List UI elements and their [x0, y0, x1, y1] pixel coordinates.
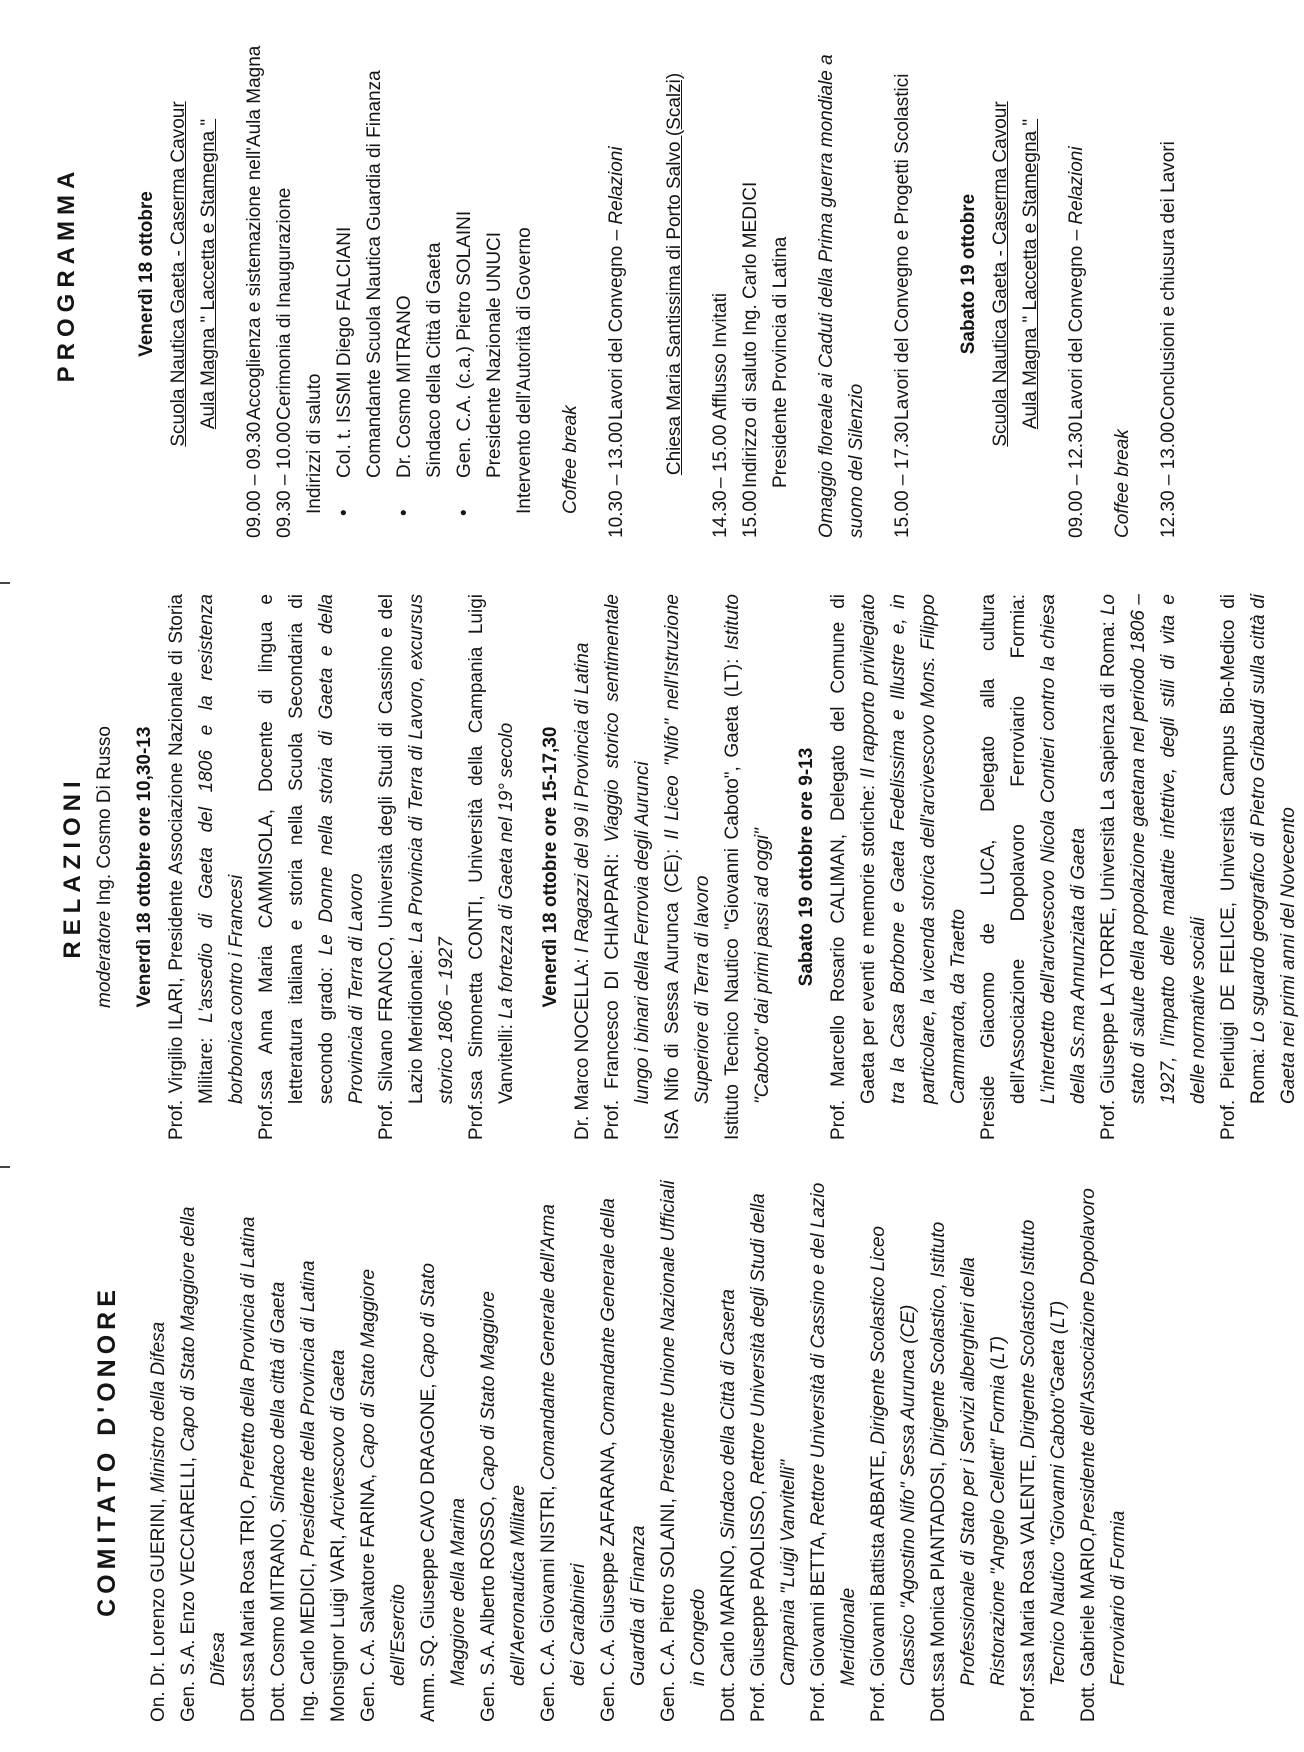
coffee-break: Coffee break — [560, 405, 581, 514]
session-heading: Venerdì 18 ottobre ore 15-17,30 — [540, 726, 561, 1008]
intervento-line: Intervento dell'Autorità di Governo — [514, 227, 535, 514]
comitato-entry — [264, 1180, 294, 1722]
comitato-entry — [294, 1180, 324, 1722]
bullet-icon: • — [394, 509, 415, 516]
schedule-row — [1154, 10, 1184, 538]
talk-speaker: Prof.ssa Anna Maria CAMMISOLA, Docente di lingua e letteratura italiana e storia nella Scuola Secondaria di secondo grado: — [256, 594, 337, 1140]
schedule-row — [240, 10, 270, 538]
talk-title: Lo stato di salute della popolazione gaetana nel periodo 1806 – 1927, l'impatto delle malattie infettive, degli stili di vita e delle normative sociali — [1098, 594, 1209, 1104]
member-role: Dirigente Scolastico Liceo Classico "Agostino Nifo" Sessa Aurunca (CE) — [868, 1225, 919, 1686]
moderatore-line — [90, 594, 120, 1140]
schedule-row — [270, 10, 300, 538]
talk-title: La Provincia di Terra di Lavoro, excursus storico 1806 – 1927 — [406, 594, 457, 1104]
venue-1-line-1: Scuola Nautica Gaeta - Caserma Cavour — [168, 101, 189, 447]
schedule-text: Accoglienza e sistemazione nell'Aula Magna — [244, 45, 265, 420]
moderatore-label: moderatore — [94, 910, 115, 1008]
comitato-entry — [804, 1180, 864, 1722]
schedule-text: – 15.00 Afflusso Invitati — [710, 292, 731, 488]
schedule-time: 10.30 – 13.00 — [606, 421, 627, 538]
talk-title: Le Donne nella storia di Gaeta e della Provincia di Terra di Lavoro — [316, 593, 367, 1104]
talk-title: Lo sguardo geografico di Pietro Gribaudi sulla città di Gaeta nei primi anni del Novecento — [1248, 593, 1299, 1104]
talk-speaker: Prof. Virgilio ILARI, Presidente Associazione Nazionale di Storia Militare: — [166, 594, 217, 1140]
coffee-break: Coffee break — [1112, 429, 1133, 538]
schedule-row — [736, 10, 796, 538]
member-name: Prof. Giovanni BETTA, — [808, 1525, 829, 1722]
bullet-icon: • — [334, 509, 355, 516]
comitato-column — [0, 1168, 1276, 1752]
venue-3-line-1: Scuola Nautica Gaeta - Caserma Cavour — [990, 101, 1011, 447]
comitato-entry — [864, 1180, 924, 1722]
venue-1-line-2: Aula Magna " Laccetta e Stamegna " — [198, 118, 219, 430]
talk-speaker: ISA Nifo di Sessa Aurunca (CE): — [662, 839, 683, 1140]
talk-item — [252, 594, 372, 1140]
schedule-text: Cerimonia di Inaugurazione — [274, 187, 295, 420]
talk-title: Istituto "Caboto" dai primi passi ad oggi" — [722, 594, 773, 1104]
schedule-time: 12.30 – 13.00 — [1158, 421, 1179, 538]
member-name: Prof. Giuseppe PAOLISSO, — [748, 1484, 769, 1722]
moderatore-name: Ing. Cosmo Di Russo — [94, 726, 115, 911]
speaker-bullet: • Gen. C.A. (c.a.) Pietro SOLAINI Presidente Nazionale UNUCI — [450, 10, 510, 538]
member-name: Prof. Giovanni Battista ABBATE, — [868, 1444, 889, 1722]
schedule-time: 15.00 — [740, 490, 761, 538]
schedule-time: 09.00 – 09.30 — [244, 421, 265, 538]
talk-speaker: Prof. Silvano FRANCO, Università degli Studi di Cassino e del Lazio Meridionale: — [376, 594, 427, 1140]
member-role: Capo di Stato Maggiore della Difesa — [178, 1206, 229, 1686]
talk-item — [1214, 594, 1304, 1140]
talk-item — [372, 594, 462, 1140]
venue-3-line-2: Aula Magna " Laccetta e Stamegna " — [1020, 118, 1041, 430]
comitato-entry — [744, 1180, 804, 1722]
comitato-list — [144, 1180, 1134, 1722]
member-role: Presidente Unione Nazionale Ufficiali in Congedo — [658, 1180, 709, 1686]
talk-item — [462, 594, 522, 1140]
member-name: Dott. Cosmo MITRANO, — [268, 1512, 289, 1722]
comitato-entry — [924, 1180, 1014, 1722]
member-name: Amm. SQ. Giuseppe CAVO DRAGONE, — [418, 1378, 439, 1722]
member-name: Prof.ssa Maria Rosa VALENTE, — [1018, 1448, 1039, 1722]
member-name: Gen. C.A. Giuseppe ZAFARANA, — [598, 1435, 619, 1722]
schedule-text: Indirizzo di saluto Ing. Carlo MEDICI Presidente Provincia di Latina — [740, 181, 791, 488]
speaker-bullet: • Col. t. ISSMI Diego FALCIANI Comandante Scuola Nautica Guardia di Finanza — [330, 10, 390, 538]
comitato-entry — [174, 1180, 234, 1722]
member-role: Presidente della Provincia di Latina — [298, 1260, 319, 1558]
talk-title: I Ragazzi del 99 il Provincia di Latina — [572, 642, 593, 954]
member-name: Dott.ssa Monica PIANTADOSI, — [928, 1456, 949, 1722]
programma-day-1: Venerdì 18 ottobre — [136, 191, 157, 357]
comitato-entry — [324, 1180, 354, 1722]
member-name: Gen. C.A. Giovanni NISTRI, — [538, 1480, 559, 1722]
talk-speaker: Prof. Marcello Rosario CALIMAN, Delegato del Comune di Gaeta per eventi e memorie storiche: — [828, 594, 879, 1140]
member-role: Capo di Stato Maggiore dell'Esercito — [358, 1268, 409, 1686]
member-role: Prefetto della Provincia di Latina — [238, 1216, 259, 1489]
comitato-entry — [714, 1180, 744, 1722]
member-role: Rettore Università di Cassino e del Lazio Meridionale — [808, 1182, 859, 1686]
comitato-entry — [234, 1180, 264, 1722]
member-name: Gen. C.A. Pietro SOLAINI, — [658, 1492, 679, 1722]
talk-item — [162, 594, 252, 1140]
comitato-entry — [354, 1180, 414, 1722]
talk-speaker: Prof. Giuseppe LA TORRE, Università La Sapienza di Roma: — [1098, 615, 1119, 1140]
comitato-entry — [1074, 1180, 1134, 1722]
talk-item — [658, 594, 718, 1140]
talk-title: Viaggio storico sentimentale lungo i binari della Ferrovia degli Aurunci — [602, 594, 653, 1104]
member-role: Dirigente Scolastico Istituto Tecnico Nautico "Giovanni Caboto"Gaeta (LT) — [1018, 1219, 1069, 1686]
member-name: Ing. Carlo MEDICI, — [298, 1557, 319, 1722]
schedule-time: 09.30 – 10.00 — [274, 421, 295, 538]
talk-speaker: Prof.ssa Simonetta CONTI, Università della Campania Luigi Vanvitelli: — [466, 594, 517, 1140]
talk-title: Il rapporto privilegiato tra la Casa Borbone e Gaeta Fedelissima e Illustre e, in particolare, la vicenda storica dell'arcivescovo Mons. Filippo Cammarota, da Traetto — [858, 593, 969, 1104]
schedule-time: 09.00 – 12.30 — [1066, 421, 1087, 538]
talk-item — [598, 594, 658, 1140]
comitato-title: COMITATO D'ONORE — [93, 1285, 121, 1617]
talk-title: La fortezza di Gaeta nel 19° secolo — [496, 722, 517, 1019]
member-name: Monsignor Luigi VARI, — [328, 1529, 349, 1722]
talk-speaker: Prof. Pierluigi DE FELICE, Università Campus Bio-Medico di Roma: — [1218, 594, 1269, 1140]
talk-item — [568, 594, 598, 1140]
venue-2: Chiesa Maria Santissima di Porto Salvo (Scalzi) — [664, 72, 685, 476]
programma-day-2: Sabato 19 ottobre — [958, 193, 979, 355]
member-role: Rettore Università degli Studi della Campania "Luigi Vanvitelli" — [748, 1193, 799, 1686]
omaggio-note: Omaggio floreale ai Caduti della Prima guerra mondiale a suono del Silenzio — [816, 54, 867, 538]
schedule-row — [888, 10, 918, 538]
schedule-row — [1062, 10, 1092, 538]
talk-item — [824, 594, 974, 1140]
schedule-time: 15.00 – 17.30 — [892, 421, 913, 538]
talk-speaker: Istituto Tecnico Nautico "Giovanni Caboto", Gaeta (LT): — [722, 649, 743, 1140]
member-name: Gen. S.A. Enzo VECCIARELLI, — [178, 1451, 199, 1722]
talk-item — [718, 594, 778, 1140]
talk-title: L'interdetto dell'arcivescovo Nicola Contieri contro la chiesa della Ss.ma Annunziata di Gaeta — [1038, 594, 1089, 1104]
comitato-entry — [654, 1180, 714, 1722]
schedule-text: Lavori del Convegno – Relazioni — [606, 146, 627, 420]
comitato-entry — [594, 1180, 654, 1722]
schedule-row — [602, 10, 632, 538]
member-name: Dott.ssa Maria Rosa TRIO, — [238, 1489, 259, 1722]
member-name: On. Dr. Lorenzo GUERINI, — [148, 1492, 169, 1722]
member-name: Gen. S.A. Alberto ROSSO, — [478, 1490, 499, 1722]
comitato-entry — [144, 1180, 174, 1722]
member-name: Dott. Carlo MARINO, — [718, 1539, 739, 1722]
member-name: Gen. C.A. Salvatore FARINA, — [358, 1468, 379, 1722]
member-role: Sindaco della città di Gaeta — [268, 1281, 289, 1513]
comitato-entry — [534, 1180, 594, 1722]
schedule-time: 14.30 — [710, 490, 731, 538]
member-role: Arcivescovo di Gaeta — [328, 1349, 349, 1530]
bullet-icon: • — [454, 509, 475, 516]
talk-speaker: Preside Giacomo de LUCA, Delegato alla cultura dell'Associazione Dopolavoro Ferroviario Formia: — [978, 594, 1029, 1140]
member-name: Dott. Gabriele MARIO, — [1078, 1531, 1099, 1722]
talk-item — [1094, 594, 1214, 1140]
talk-title: Il Liceo "Nifo" nell'Istruzione Superiore di Terra di lavoro — [662, 594, 713, 1104]
schedule-row — [706, 10, 736, 538]
member-role: Sindaco della Città di Caserta — [718, 1289, 739, 1540]
member-role: Comandante Generale della Guardia di Finanza — [598, 1198, 649, 1686]
schedule-text: Lavori del Convegno e Progetti Scolastici — [892, 73, 913, 420]
talk-speaker: Dr. Marco NOCELLA: — [572, 953, 593, 1140]
relazioni-title: RELAZIONI — [59, 775, 86, 959]
member-role: Ministro della Difesa — [148, 1321, 169, 1493]
programma-title: PROGRAMMA — [53, 165, 80, 383]
member-role: Dirigente Scolastico, Istituto Professionale di Stato per i Servizi alberghieri della Ristorazione "Angelo Celletti" Formia (LT) — [928, 1221, 1009, 1686]
member-role: Comandante Generale dell'Arma dei Carabinieri — [538, 1204, 589, 1686]
comitato-entry — [1014, 1180, 1074, 1722]
member-role: Presidente dell'Associazione Dopolavoro Ferroviario di Formia — [1078, 1188, 1129, 1686]
talk-speaker: Prof. Francesco DI CHIAPPARI: — [602, 842, 623, 1140]
schedule-text: Lavori del Convegno – Relazioni — [1066, 146, 1087, 420]
comitato-entry — [474, 1180, 534, 1722]
talk-item — [974, 594, 1094, 1140]
session-heading: Sabato 19 ottobre ore 9-13 — [796, 747, 817, 987]
talk-title: L'assedio di Gaeta del 1806 e la resistenza borbonica contro i Francesi — [196, 594, 247, 1104]
session-heading: Venerdì 18 ottobre ore 10,30-13 — [134, 726, 155, 1008]
schedule-text: Conclusioni e chiusura dei Lavori — [1158, 141, 1179, 420]
comitato-entry — [414, 1180, 474, 1722]
speaker-bullet: • Dr. Cosmo MITRANO Sindaco della Città di Gaeta — [390, 10, 450, 538]
member-role: Capo di Stato Maggiore della Marina — [418, 1263, 469, 1686]
indirizzi-heading: Indirizzi di saluto — [304, 373, 325, 514]
member-role: Capo di Stato Maggiore dell'Aeronautica Militare — [478, 1291, 529, 1686]
relazioni-list — [130, 594, 1304, 1140]
relazioni-column — [0, 584, 1299, 1168]
programma-column — [0, 0, 1276, 584]
